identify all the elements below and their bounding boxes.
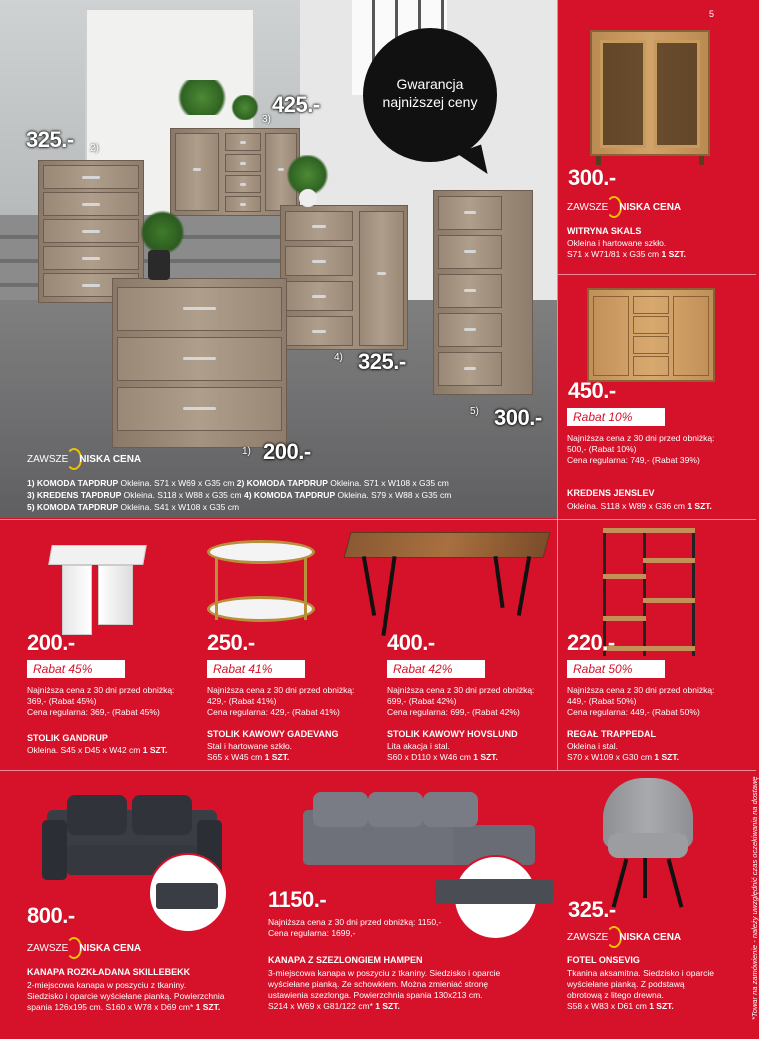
desc-line: ustawienia szezlonga. Powierzchnia spania 130x213 cm.: [268, 990, 483, 1000]
hero-price-5: 300.-: [494, 405, 542, 430]
rabat-badge: Rabat 41%: [207, 660, 305, 678]
price-info-line: Cena regularna: 369,- (Rabat 45%): [27, 707, 160, 717]
hero-price-4: 325.-: [358, 349, 406, 374]
hero-num-4: 4): [334, 352, 343, 363]
price-info-line: Najniższa cena z 30 dni przed obniżką:: [27, 685, 175, 695]
witryna-name: WITRYNA SKALS: [567, 226, 642, 236]
hero-num-3: 3): [262, 114, 271, 125]
desc-line: S58 x W83 x D61 cm 1 SZT.: [567, 1001, 674, 1011]
product-desc: Okleina i stal. S70 x W109 x G30 cm 1 SZT.: [567, 741, 737, 763]
kanapa-skillebekk-inset: [148, 853, 228, 933]
product-price: 200.-: [27, 630, 75, 655]
price-info-line: Najniższa cena z 30 dni przed obniżką:: [387, 685, 535, 695]
kanapa1-name: KANAPA ROZKŁADANA SKILLEBEKK: [27, 967, 191, 977]
price-info-line: 369,- (Rabat 45%): [27, 696, 97, 706]
product-price: 220.-: [567, 630, 615, 655]
price-info-line: Cena regularna: 1699,-: [268, 928, 356, 938]
product-name: REGAŁ TRAPPEDAL: [567, 729, 657, 739]
hero-num-2: 2): [90, 143, 99, 154]
rabat-badge: Rabat 45%: [27, 660, 125, 678]
fotel-zawsze-niska-cena: [567, 926, 681, 948]
bubble-line-1: Gwarancja: [396, 76, 464, 92]
price-info-line: Najniższa cena z 30 dni przed obniżką:: [567, 433, 715, 443]
kredens-price-info: [567, 433, 714, 466]
desc-line: spania 126x195 cm. S160 x W78 x D69 cm* 1 SZT.: [27, 1002, 221, 1012]
product-gandrup: [27, 630, 197, 756]
product-price: 400.-: [387, 630, 435, 655]
niska-cena-text: NISKA CENA: [619, 201, 682, 213]
kanapa2-name: KANAPA Z SZEZLONGIEM HAMPEN: [268, 955, 423, 965]
price-info-line: Cena regularna: 449,- (Rabat 50%): [567, 707, 700, 717]
price-info-line: Cena regularna: 699,- (Rabat 42%): [387, 707, 520, 717]
hero-desc-line: 3) KREDENS TAPDRUP Okleina. S118 x W88 x G35 cm 4) KOMODA TAPDRUP Okleina. S79 x W88 x G35 cm: [27, 490, 452, 500]
product-gadevang: [207, 630, 377, 763]
desc-line: Tkanina aksamitna. Siedzisko i oparcie: [567, 968, 714, 978]
product-name: STOLIK KAWOWY HOVSLUND: [387, 729, 518, 739]
bubble-line-2: najniższej ceny: [382, 94, 478, 110]
rabat-badge: Rabat 50%: [567, 660, 665, 678]
desc-line: S71 x W71/81 x G35 cm 1 SZT.: [567, 249, 687, 259]
price-guarantee-bubble: [363, 28, 497, 162]
desc-line: obrotową z litego drewna.: [567, 990, 664, 1000]
zawsze-text: ZAWSZE: [567, 201, 609, 213]
price-info-line: Najniższa cena z 30 dni przed obniżką:: [207, 685, 355, 695]
witryna-zawsze-niska-cena: [567, 196, 681, 218]
desc-line: Stal i hartowane szkło.: [207, 741, 293, 751]
hero-price-1: 200.-: [263, 439, 311, 464]
dresser-5-image: [433, 190, 533, 395]
price-info: [27, 685, 197, 718]
hero-photo: [0, 0, 557, 518]
hero-description: [27, 477, 451, 513]
niska-cena-text: NISKA CENA: [79, 942, 142, 954]
fotel-desc: [567, 968, 714, 1012]
price-info-line: 429,- (Rabat 41%): [207, 696, 277, 706]
desc-line: S214 x W69 x G81/122 cm* 1 SZT.: [268, 1001, 400, 1011]
hero-zawsze-niska-cena: [27, 448, 141, 470]
desc-line: Siedzisko i oparcie wyściełane pianką. Powierzchnia: [27, 991, 225, 1001]
hero-desc-line: 1) KOMODA TAPDRUP Okleina. S71 x W69 x G35 cm 2) KOMODA TAPDRUP Okleina. S71 x W108 x G35 cm: [27, 478, 449, 488]
page-number: 5: [709, 9, 715, 19]
hero-desc-line: 5) KOMODA TAPDRUP Okleina. S41 x W108 x G35 cm: [27, 502, 240, 512]
stolik-gadevang-image: [207, 540, 315, 630]
product-trappedal: [567, 630, 737, 763]
hero-price-2: 325.-: [26, 127, 74, 152]
niska-cena-text: NISKA CENA: [619, 931, 682, 943]
kanapa2-price: 1150.-: [268, 887, 327, 912]
fotel-price: 325.-: [568, 897, 616, 922]
kanapa-hampen-inset: [453, 855, 538, 940]
price-info-line: 500,- (Rabat 10%): [567, 444, 637, 454]
price-info: [207, 685, 377, 718]
kanapa2-price-info: [268, 917, 441, 939]
desc-line: 3-miejscowa kanapa w poszyciu z tkaniny. Siedzisko i oparcie: [268, 968, 501, 978]
price-info: [387, 685, 557, 718]
product-name: STOLIK KAWOWY GADEVANG: [207, 729, 339, 739]
delivery-side-note: [740, 730, 759, 1020]
price-info-line: Cena regularna: 749,- (Rabat 39%): [567, 455, 700, 465]
plant-image: [285, 155, 335, 210]
kredens-desc: Okleina. S118 x W89 x G36 cm 1 SZT.: [567, 501, 712, 511]
kanapa2-desc: [268, 968, 500, 1012]
desc-line: 2-miejscowa kanapa w poszyciu z tkaniny.: [27, 980, 187, 990]
zawsze-text: ZAWSZE: [27, 942, 69, 954]
stolik-hovslund-image: [347, 532, 547, 637]
desc-line: Lita akacja i stal.: [387, 741, 450, 751]
witryna-price: 300.-: [568, 165, 616, 190]
price-info-line: 699,- (Rabat 42%): [387, 696, 457, 706]
side-note-text: *Towar na zamówienie - należy uwzględnić czas oczekiwania na dostawę: [750, 776, 759, 1020]
kanapa1-zawsze-niska-cena: [27, 937, 141, 959]
price-info-line: 449,- (Rabat 50%): [567, 696, 637, 706]
product-desc: Lita akacja i stal. S60 x D110 x W46 cm 1 SZT.: [387, 741, 557, 763]
hero-price-3: 425.-: [272, 92, 320, 117]
zawsze-text: ZAWSZE: [27, 453, 69, 465]
kanapa1-desc: [27, 980, 225, 1013]
dresser-1-image: [112, 278, 287, 448]
price-info-line: Najniższa cena z 30 dni przed obniżką:: [567, 685, 715, 695]
price-info-line: Cena regularna: 429,- (Rabat 41%): [207, 707, 340, 717]
kredens-image: [587, 288, 715, 388]
hero-num-1: 1): [242, 446, 251, 457]
desc-line: wyściełane pianką. Ze schowkiem. Można zmieniać stronę: [268, 979, 489, 989]
witryna-desc: [567, 238, 686, 260]
dresser-4-image: [280, 205, 408, 350]
hero-num-5: 5): [470, 406, 479, 417]
kredens-rabat-badge: Rabat 10%: [567, 408, 665, 426]
kredens-name: KREDENS JENSLEV: [567, 488, 655, 498]
plant-image: [130, 210, 190, 285]
witryna-image: [590, 30, 710, 165]
sideboard-3-image: [170, 128, 300, 216]
rabat-badge: Rabat 42%: [387, 660, 485, 678]
product-price: 250.-: [207, 630, 255, 655]
product-desc: Okleina. S45 x D45 x W42 cm 1 SZT.: [27, 745, 168, 755]
niska-cena-text: NISKA CENA: [79, 453, 142, 465]
product-name: STOLIK GANDRUP: [27, 733, 108, 743]
product-hovslund: [387, 630, 557, 763]
plant-image: [172, 80, 262, 128]
kredens-price: 450.-: [568, 378, 616, 403]
stolik-gandrup-image: [50, 545, 145, 637]
desc-line: wyściełane pianką. Z podstawą: [567, 979, 685, 989]
desc-line: Okleina i hartowane szkło.: [567, 238, 667, 248]
price-info-line: Najniższa cena z 30 dni przed obniżką: 1150,-: [268, 917, 442, 927]
price-info: [567, 685, 737, 718]
fotel-name: FOTEL ONSEVIG: [567, 955, 640, 965]
kanapa1-price: 800.-: [27, 903, 75, 928]
product-desc: Stal i hartowane szkło. S65 x W45 cm 1 SZT.: [207, 741, 377, 763]
zawsze-text: ZAWSZE: [567, 931, 609, 943]
desc-line: Okleina i stal.: [567, 741, 619, 751]
